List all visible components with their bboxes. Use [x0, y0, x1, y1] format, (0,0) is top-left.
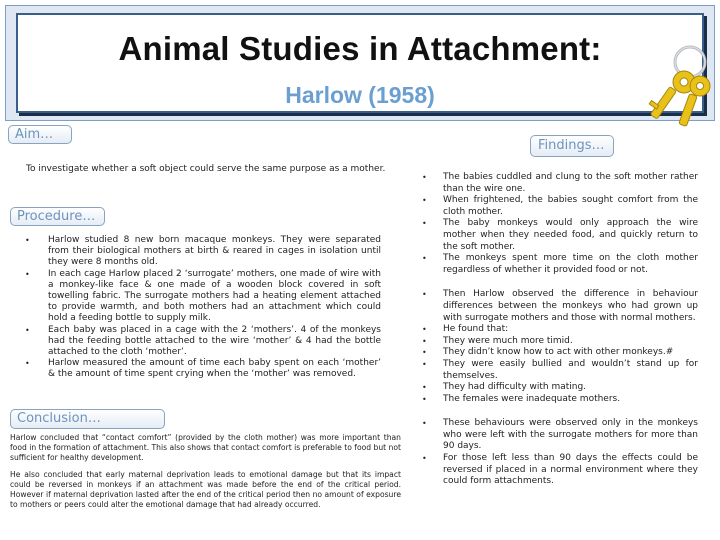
aim-text: To investigate whether a soft object could serve the same purpose as a mother. — [26, 164, 386, 174]
bullet-icon: • — [25, 359, 30, 369]
bullet-icon: • — [422, 348, 427, 358]
bullet-icon: • — [422, 419, 427, 429]
conclusion-paragraph: Harlow concluded that “contact comfort” (provided by the cloth mother) was more important than food in the formation of attachment. This also shows that contact comfort is preferable to food but not sufficient for healthy development. — [10, 433, 401, 462]
page-subtitle: Harlow (1958) — [285, 82, 435, 108]
procedure-item: • Each baby was placed in a cage with the 2 ‘mothers’. 4 of the monkeys had the feeding bottle attached to the wire ‘mother’ & 4 had the bottle attached to the cloth ‘mother’. — [25, 324, 381, 358]
bullet-icon: • — [422, 359, 427, 369]
bullet-icon: • — [422, 173, 427, 182]
procedure-item: • Harlow studied 8 new born macaque monkeys. They were separated from their biological mothers at birth & reared in cages in isolation until they were 8 months old. — [25, 235, 381, 268]
findings-list — [422, 172, 698, 488]
keys-icon — [640, 42, 720, 138]
bullet-icon: • — [422, 219, 427, 229]
findings-item: • The females were inadequate mothers. — [422, 393, 621, 404]
findings-item: • He found that: — [422, 324, 509, 335]
bullet-icon: • — [422, 196, 427, 206]
procedure-list — [25, 235, 381, 381]
bullet-icon: • — [422, 454, 427, 464]
header-panel — [5, 5, 715, 121]
conclusion-paragraph: He also concluded that early maternal deprivation leads to emotional damage but that its impact could be reversed in monkeys if an attachment was made before the end of the critical period. However if maternal deprivation lasted after the end of the critical period then no amount of exposure to mothers or peers could alter the emotional damage that had already occurred. — [10, 470, 401, 509]
findings-label: Findings… — [530, 135, 614, 157]
bullet-icon: • — [25, 325, 30, 335]
bullet-icon: • — [25, 269, 30, 279]
findings-item: • The baby monkeys would only approach the wire mother when they needed food, and quickly return to the soft mother. — [422, 218, 698, 252]
findings-item: • They had difficulty with mating. — [422, 382, 587, 393]
findings-item: • When frightened, the babies sought comfort from the cloth mother. — [422, 195, 698, 217]
bullet-icon: • — [25, 236, 30, 245]
bullet-icon: • — [422, 290, 427, 300]
bullet-icon: • — [422, 336, 427, 346]
findings-item: • The monkeys spent more time on the cloth mother regardless of whether it provided food or not. — [422, 253, 698, 275]
procedure-item: • In each cage Harlow placed 2 ‘surrogate’ mothers, one made of wire with a monkey-like face & one made of a wooden block covered in soft towelling fabric. The surrogate mothers had a heating element attached to provide warmth, and both mothers had an attachment which could hold a feeding bottle to supply milk. — [25, 268, 381, 324]
findings-item: • These behaviours were observed only in the monkeys who were left with the surrogate mothers for more than 90 days. — [422, 418, 698, 452]
conclusion-label: Conclusion… — [10, 409, 165, 429]
procedure-item: • Harlow measured the amount of time each baby spent on each ‘mother’ & the amount of time spent crying when the ‘mother’ was removed. — [25, 358, 381, 380]
bullet-icon: • — [422, 383, 427, 393]
page-title: Animal Studies in Attachment: — [118, 30, 602, 67]
bullet-icon: • — [422, 254, 427, 264]
procedure-label: Procedure… — [10, 207, 105, 226]
aim-label: Aim… — [8, 125, 72, 144]
findings-item: • For those left less than 90 days the effects could be reversed if placed in a normal environment where they could form attachments. — [422, 453, 698, 487]
findings-item: • They didn’t know how to act with other monkeys.# — [422, 347, 674, 358]
findings-item: • They were easily bullied and wouldn’t stand up for themselves. — [422, 358, 698, 381]
bullet-icon: • — [422, 325, 427, 335]
conclusion-text — [10, 433, 401, 518]
findings-item: • Then Harlow observed the difference in behaviour differences between the monkeys who had grown up with surrogate mothers and those with normal mothers. — [422, 289, 698, 323]
bullet-icon: • — [422, 394, 427, 404]
findings-item: • They were much more timid. — [422, 335, 573, 346]
findings-item: • The babies cuddled and clung to the soft mother rather than the wire one. — [422, 172, 698, 194]
